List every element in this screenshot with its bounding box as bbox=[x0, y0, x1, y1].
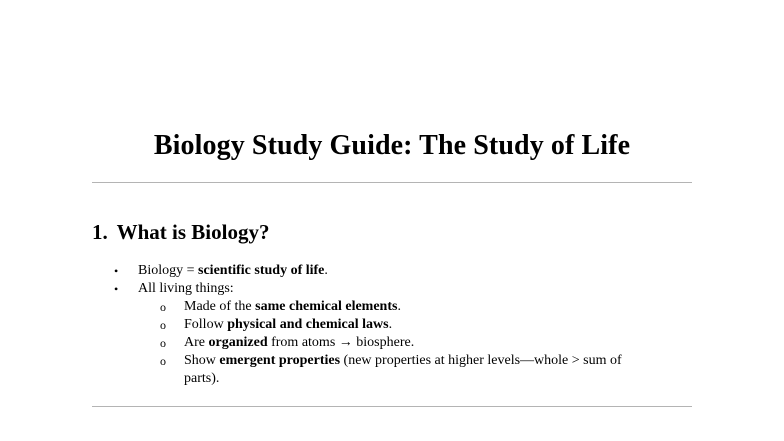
section-title: What is Biology? bbox=[116, 220, 270, 244]
list-item-text: . bbox=[324, 263, 328, 278]
bullet-list bbox=[92, 262, 692, 388]
list-item bbox=[92, 280, 692, 388]
sub-item-bold-text: physical and chemical laws bbox=[227, 317, 389, 332]
list-item-text: Biology = bbox=[138, 263, 199, 278]
sub-item-text: Are bbox=[184, 335, 209, 350]
sub-item-text: from atoms → biosphere. bbox=[267, 335, 415, 350]
sub-item-text: Show bbox=[184, 353, 220, 368]
sub-item-text: Follow bbox=[184, 317, 228, 332]
sub-item-bold-text: same chemical elements bbox=[255, 299, 398, 314]
section-divider bbox=[92, 406, 692, 407]
sub-bullet-list bbox=[138, 298, 692, 388]
list-item-bold-text: scientific study of life bbox=[198, 263, 325, 278]
sub-list-item bbox=[138, 352, 624, 388]
sub-list-item bbox=[138, 298, 624, 316]
sub-item-text: . bbox=[397, 299, 401, 314]
section-heading bbox=[92, 218, 269, 246]
list-item-text: All living things: bbox=[138, 281, 234, 296]
sub-item-text: Made of the bbox=[184, 299, 256, 314]
bullet-icon: • bbox=[114, 282, 119, 296]
section-number: 1. bbox=[92, 220, 108, 244]
sub-list-item bbox=[138, 316, 624, 334]
bullet-icon: • bbox=[114, 264, 119, 278]
sub-item-text: . bbox=[388, 317, 393, 332]
document-title: Biology Study Guide: The Study of Life bbox=[153, 130, 631, 161]
sub-list-item bbox=[138, 334, 624, 352]
circle-bullet-icon: o bbox=[160, 300, 166, 314]
sub-item-text: (new properties at higher levels—whole > sum of parts). bbox=[184, 353, 622, 386]
circle-bullet-icon: o bbox=[160, 354, 166, 368]
circle-bullet-icon: o bbox=[160, 318, 166, 332]
title-divider bbox=[92, 182, 692, 183]
sub-item-bold-text: emergent properties bbox=[219, 353, 341, 368]
list-item bbox=[92, 262, 692, 280]
sub-item-bold-text: organized bbox=[208, 335, 268, 350]
circle-bullet-icon: o bbox=[160, 336, 166, 350]
